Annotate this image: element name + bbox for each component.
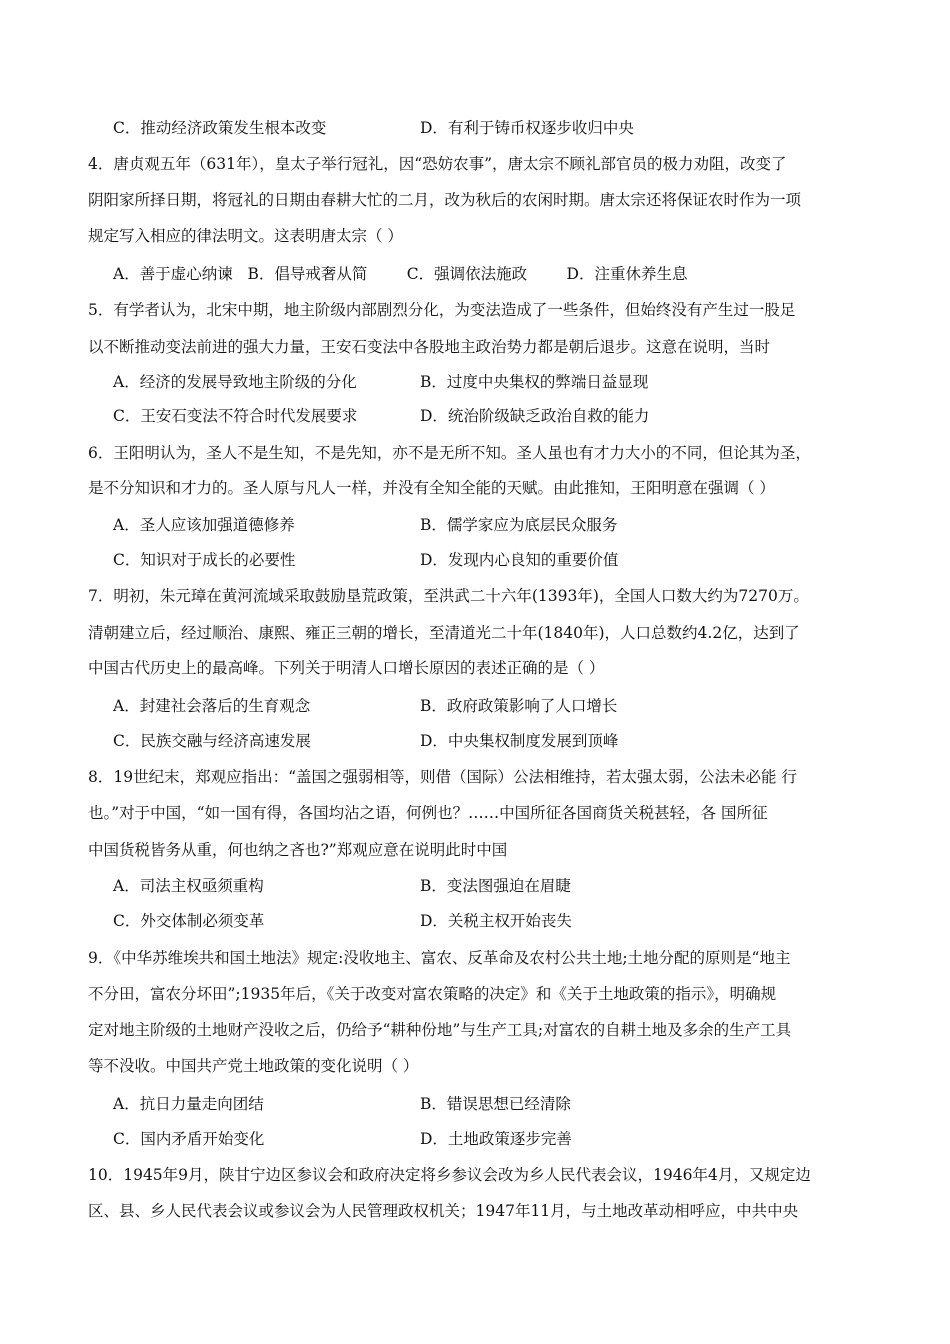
q7-stem-line-3: 中国古代历史上的最高峰。下列关于明清人口增长原因的表述正确的是（ ） bbox=[88, 659, 605, 677]
q8-option-c: C．外交体制必须变革 bbox=[113, 912, 265, 930]
q6-stem-line-1: 6．王阳明认为，圣人不是生知，不是先知，亦不是无所不知。圣人虽也有才力大小的不同，但论其为圣， bbox=[88, 444, 811, 462]
q3-option-c: C．推动经济政策发生根本改变 bbox=[113, 119, 327, 137]
q8-stem-line-1: 8．19世纪末，郑观应指出：“盖国之强弱相等，则借（国际）公法相维持，若太强太弱，公法未必能 行 bbox=[88, 768, 797, 786]
q9-stem-line-1: 9．《中华苏维埃共和国土地法》规定:没收地主、富农、反革命及农村公共土地;土地分配的原则是“地主 bbox=[88, 949, 791, 967]
q8-option-b: B．变法图强迫在眉睫 bbox=[420, 877, 571, 895]
q10-stem-line-2: 区、县、乡人民代表会议或参议会为人民管理政权机关；1947年11月，与土地改革动相呼应，中共中央 bbox=[88, 1202, 799, 1220]
q9-option-c: C．国内矛盾开始变化 bbox=[113, 1130, 265, 1148]
q9-option-b: B．错误思想已经清除 bbox=[420, 1095, 571, 1113]
q6-option-a: A．圣人应该加强道德修养 bbox=[113, 516, 295, 534]
q4-stem-line-1: 4．唐贞观五年（631年），皇太子举行冠礼，因“恐妨农事”，唐太宗不顾礼部官员的极力劝阻，改变了 bbox=[88, 155, 787, 173]
q7-stem-line-2: 清朝建立后，经过顺治、康熙、雍正三朝的增长，至清道光二十年(1840年)，人口总数约4.2亿，达到了 bbox=[88, 624, 800, 642]
q3-option-d: D．有利于铸币权逐步收归中央 bbox=[420, 119, 634, 137]
q7-stem-line-1: 7．明初，朱元璋在黄河流域采取鼓励垦荒政策，至洪武二十六年(1393年)，全国人口数大约为7270万。 bbox=[88, 587, 809, 605]
q8-option-a: A．司法主权亟须重构 bbox=[113, 877, 264, 895]
q7-option-d: D．中央集权制度发展到顶峰 bbox=[420, 732, 619, 750]
q4-stem-line-3: 规定写入相应的律法明文。这表明唐太宗（ ） bbox=[88, 227, 403, 245]
q5-stem-line-2: 以不断推动变法前进的强大力量，王安石变法中各股地主政治势力都是朝后退步。这意在说明，当时 bbox=[88, 338, 771, 356]
q5-stem-line-1: 5．有学者认为，北宋中期，地主阶级内部剧烈分化，为变法造成了一些条件，但始终没有产生过一股足 bbox=[88, 301, 796, 319]
q8-stem-line-3: 中国货税皆务从重，何也纳之吝也?”郑观应意在说明此时中国 bbox=[88, 841, 508, 859]
q4-options: A．善于虚心纳谏 B．倡导戒奢从简 C．强调依法施政 D．注重休养生息 bbox=[113, 265, 688, 283]
q6-option-c: C．知识对于成长的必要性 bbox=[113, 551, 296, 569]
q6-option-b: B．儒学家应为底层民众服务 bbox=[420, 516, 618, 534]
q9-stem-line-4: 等不没收。中国共产党土地政策的变化说明（ ） bbox=[88, 1057, 419, 1075]
q5-option-b: B．过度中央集权的弊端日益显现 bbox=[420, 373, 649, 391]
q7-option-c: C．民族交融与经济高速发展 bbox=[113, 732, 311, 750]
q7-option-b: B．政府政策影响了人口增长 bbox=[420, 697, 618, 715]
q8-stem-line-2: 也。”对于中国，“如一国有得，各国均沾之语，何例也？……中国所征各国商货关税甚轻，各 国所征 bbox=[88, 804, 768, 822]
q6-option-d: D．发现内心良知的重要价值 bbox=[420, 551, 619, 569]
q6-stem-line-2: 是不分知识和才力的。圣人原与凡人一样，并没有全知全能的天赋。由此推知，王阳明意在强调（ ） bbox=[88, 479, 775, 497]
q9-stem-line-2: 不分田，富农分坏田”;1935年后，《关于改变对富农策略的决定》和《关于土地政策的指示》，明确规 bbox=[88, 985, 777, 1003]
q5-option-a: A．经济的发展导致地主阶级的分化 bbox=[113, 373, 357, 391]
q5-option-c: C．王安石变法不符合时代发展要求 bbox=[113, 407, 358, 425]
q8-option-d: D．关税主权开始丧失 bbox=[420, 912, 572, 930]
q7-option-a: A．封建社会落后的生育观念 bbox=[113, 697, 311, 715]
q9-stem-line-3: 定对地主阶级的土地财产没收之后，仍给予“耕种份地”与生产工具;对富农的自耕土地及多余的生产工具 bbox=[88, 1021, 792, 1039]
q5-option-d: D．统治阶级缺乏政治自救的能力 bbox=[420, 407, 650, 425]
q4-stem-line-2: 阴阳家所择日期，将冠礼的日期由春耕大忙的二月，改为秋后的农闲时期。唐太宗还将保证农时作为一项 bbox=[88, 191, 802, 209]
q9-option-d: D．土地政策逐步完善 bbox=[420, 1130, 572, 1148]
q9-option-a: A．抗日力量走向团结 bbox=[113, 1095, 264, 1113]
q10-stem-line-1: 10．1945年9月，陕甘宁边区参议会和政府决定将乡参议会改为乡人民代表会议，1946年4月，又规定边 bbox=[88, 1166, 811, 1184]
